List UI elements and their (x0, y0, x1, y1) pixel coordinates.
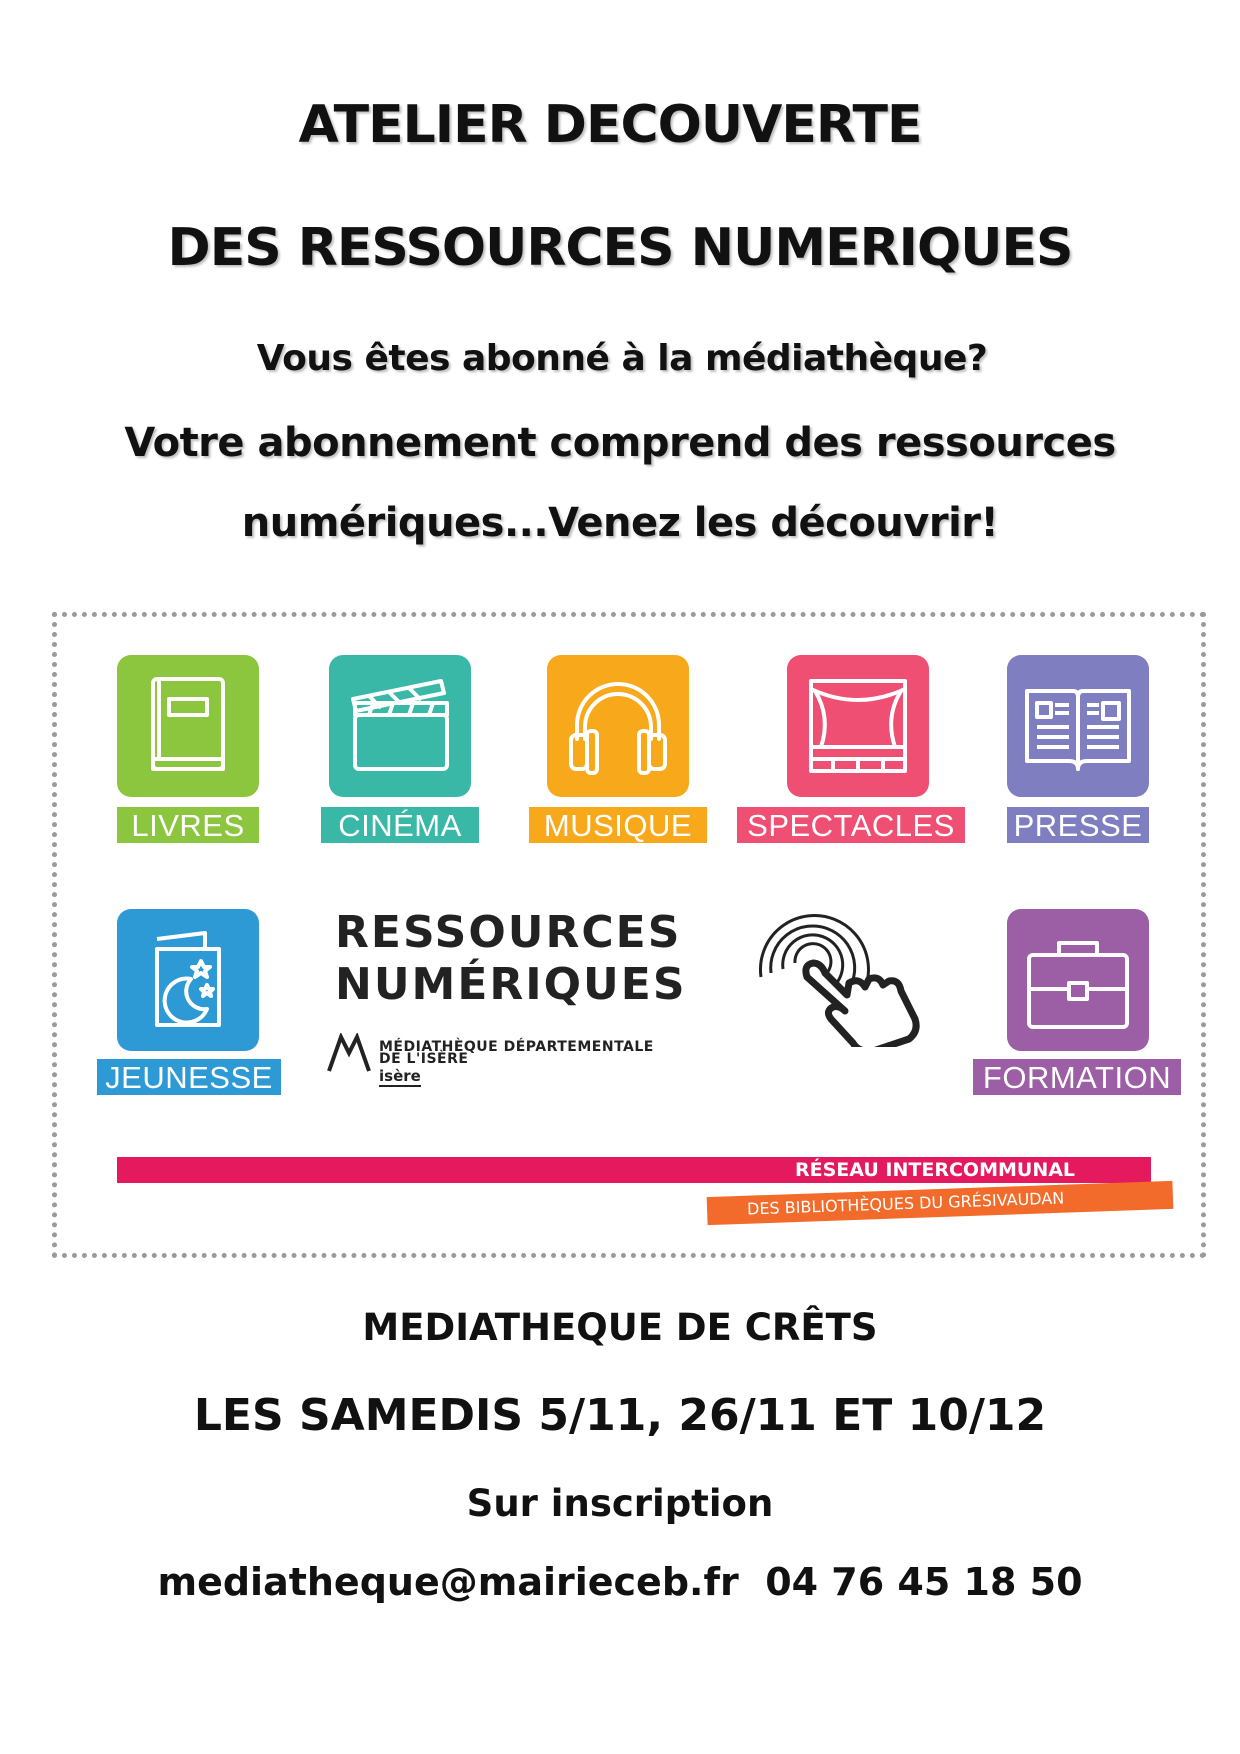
cinema-label: CINÉMA (321, 807, 479, 843)
presse-label: PRESSE (1007, 807, 1149, 843)
publisher-name-line-2: DE L'ISÈRE (379, 1051, 469, 1067)
spectacles-tile (787, 655, 929, 797)
touch-hand-icon (749, 907, 939, 1047)
spectacles-label: SPECTACLES (737, 807, 965, 843)
formation-label: FORMATION (973, 1059, 1181, 1095)
moon-stars-icon (117, 909, 259, 1051)
formation-tile (1007, 909, 1149, 1051)
musique-label: MUSIQUE (529, 807, 707, 843)
network-line-2: DES BIBLIOTHÈQUES DU GRÉSIVAUDAN (746, 1188, 1065, 1219)
open-magazine-icon (1007, 655, 1149, 797)
presse-tile (1007, 655, 1149, 797)
contact-info: mediatheque@mairieceb.fr 04 76 45 18 50 (157, 1560, 1083, 1604)
intro-question: Vous êtes abonné à la médiathèque? (256, 338, 988, 379)
jeunesse-tile (117, 909, 259, 1051)
venue: MEDIATHEQUE DE CRÊTS (362, 1306, 878, 1349)
clapperboard-icon (329, 655, 471, 797)
registration-note: Sur inscription (466, 1482, 774, 1525)
jeunesse-label: JEUNESSE (97, 1059, 281, 1095)
network-line-1: RÉSEAU INTERCOMMUNAL (795, 1159, 1076, 1181)
event-dates: LES SAMEDIS 5/11, 26/11 ET 10/12 (193, 1390, 1047, 1441)
title-line-1: ATELIER DECOUVERTE (298, 95, 922, 155)
isere-logo: isère (379, 1067, 421, 1085)
cinema-tile (329, 655, 471, 797)
theater-stage-icon (787, 655, 929, 797)
briefcase-icon (1007, 909, 1149, 1051)
intro-line-3: numériques...Venez les découvrir! (241, 500, 999, 546)
resources-title-line-1: RESSOURCES (335, 907, 682, 958)
musique-tile (547, 655, 689, 797)
resources-title-line-2: NUMÉRIQUES (335, 959, 687, 1010)
livres-label: LIVRES (117, 807, 259, 843)
book-icon (117, 655, 259, 797)
mediatheque-logo-icon (327, 1033, 371, 1073)
livres-tile (117, 655, 259, 797)
intro-line-2: Votre abonnement comprend des ressources (124, 420, 1116, 466)
resources-poster-card (52, 612, 1206, 1258)
headphones-icon (547, 655, 689, 797)
title-line-2: DES RESSOURCES NUMERIQUES (167, 218, 1073, 278)
publisher-name-line-1: MÉDIATHÈQUE DÉPARTEMENTALE (379, 1039, 654, 1055)
